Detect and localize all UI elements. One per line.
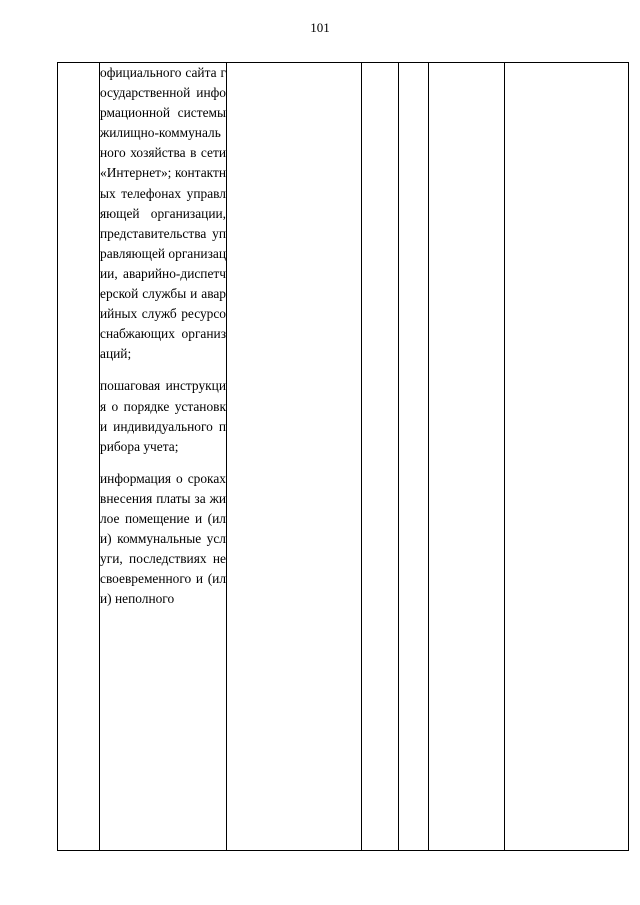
table-row bbox=[58, 63, 629, 851]
cell-paragraph-3: информация о сроках внесения платы за жилое помещение и (или) коммунальные услуги, последствиях несвоевременного и (или) неполного bbox=[100, 470, 226, 607]
table-cell-5 bbox=[399, 63, 429, 851]
cell-paragraph-1: официального сайта государственной информационной системы жилищно-коммунального хозяйства в сети «Интернет»; контактных телефонах управляющей организации, представительства управляющей организации, аварийно-диспетчерской службы и аварийных служб ресурсоснабжающих организаций; bbox=[100, 65, 226, 362]
document-table bbox=[57, 62, 629, 851]
table-cell-6 bbox=[429, 63, 505, 851]
table-cell-4 bbox=[362, 63, 399, 851]
page-number: 101 bbox=[310, 20, 330, 35]
table-cell-2 bbox=[100, 63, 227, 851]
table-cell-1 bbox=[58, 63, 100, 851]
cell-paragraph-2: пошаговая инструкция о порядке установки индивидуального прибора учета; bbox=[100, 378, 226, 454]
table-cell-3 bbox=[227, 63, 362, 851]
table-cell-7 bbox=[505, 63, 629, 851]
